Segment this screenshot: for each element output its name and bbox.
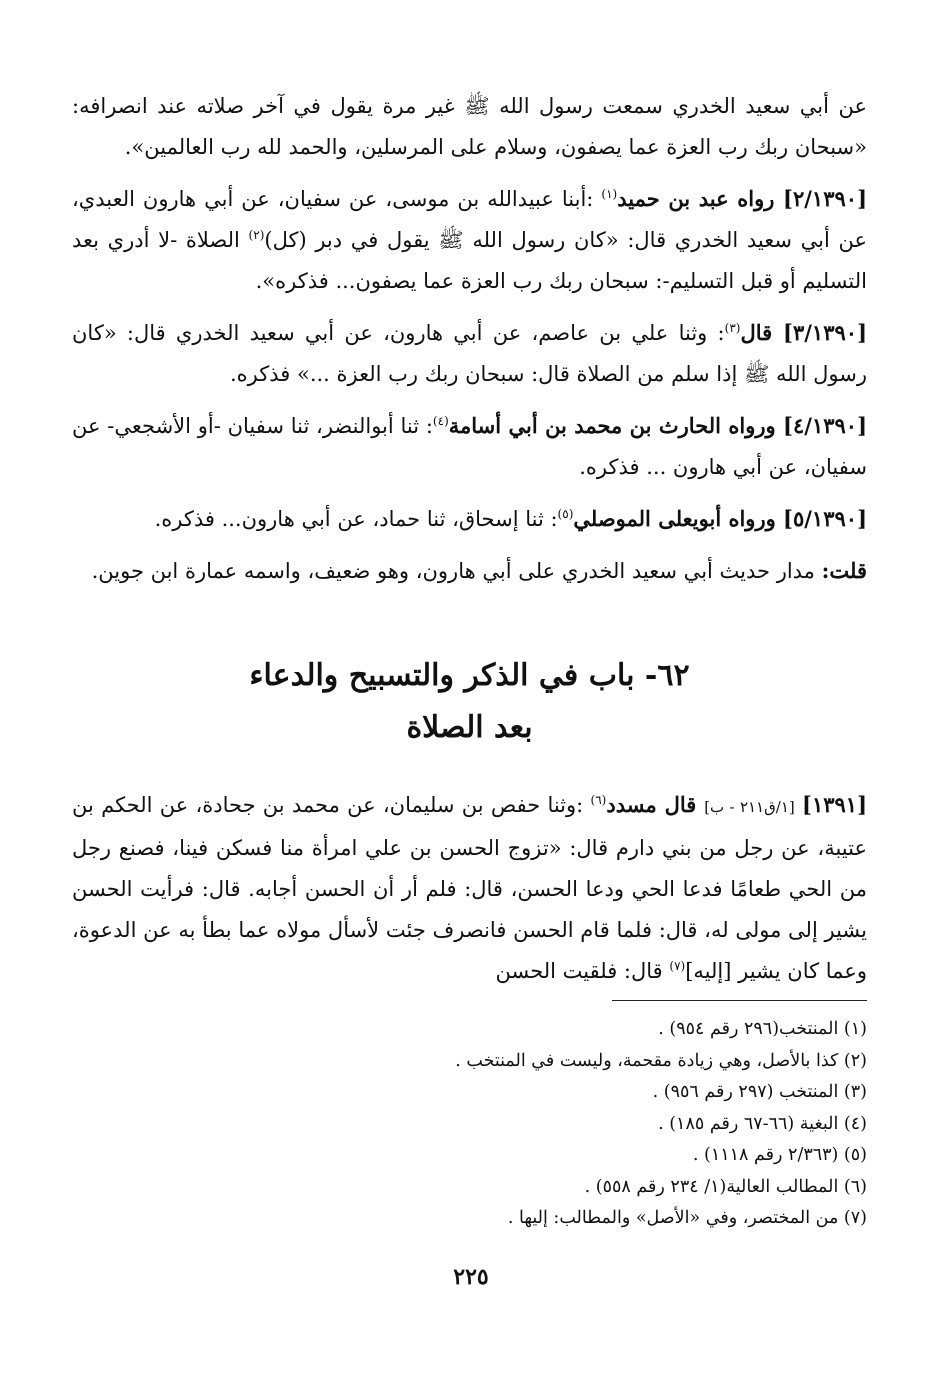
- paragraph-text: عن أبي سعيد الخدري سمعت رسول الله ﷺ غير مرة يقول في آخر صلاته عند انصرافه: «سبحان ربك رب العزة عما يصفون، وسلام على المرسلين، والحمد لله رب العالمين».: [72, 94, 867, 159]
- footnote-marker: (٦): [590, 793, 607, 807]
- footnote-separator: [612, 1000, 867, 1001]
- footnote-marker: (١): [601, 187, 618, 201]
- hadith-reference: [٥/١٣٩٠] ورواه أبويعلى الموصلي: [573, 506, 867, 531]
- folio-marker: [١/ق٢١١ - ب]: [704, 798, 795, 816]
- chapter-heading-line-1: ٦٢- باب في الذكر والتسبيح والدعاء: [249, 658, 690, 693]
- chapter-heading: [72, 650, 867, 754]
- hadith-reference: [٤/١٣٩٠] ورواه الحارث بن محمد بن أبي أسامة: [448, 413, 868, 438]
- paragraph-hadith-5-1390: [72, 498, 867, 540]
- footnote-marker: (٢): [248, 228, 265, 242]
- paragraph-intro: [72, 86, 867, 168]
- footnote-4: (٤) البغية (٦٦-٦٧ رقم ١٨٥) .: [658, 1113, 867, 1134]
- footnote-marker: (٧): [669, 959, 686, 973]
- paragraph-author-note: [72, 550, 867, 592]
- main-text-2: [72, 784, 867, 1002]
- footnotes: [72, 1014, 867, 1235]
- footnote-6: (٦) المطالب العالية(١/ ٢٣٤ رقم ٥٥٨) .: [584, 1176, 867, 1197]
- hadith-reference: [٢/١٣٩٠] رواه عبد بن حميد: [617, 186, 867, 211]
- hadith-reference: [٣/١٣٩٠] قال: [740, 320, 867, 345]
- paragraph-text: قال: فلقيت الحسن: [495, 959, 670, 983]
- note-label: قلت:: [821, 558, 867, 583]
- paragraph-text: : ثنا أبوالنضر، ثنا سفيان -أو الأشجعي- عن سفيان، عن أبي هارون ... فذكره.: [72, 414, 867, 479]
- main-text: [72, 86, 867, 602]
- footnote-5: (٥) (٢/٣٦٣ رقم ١١١٨) .: [692, 1145, 867, 1165]
- footnote-marker: (٤): [432, 414, 449, 428]
- paragraph-text: الصلاة -لا أدري بعد التسليم أو قبل التسليم-: سبحان ربك رب العزة عما يصفون... فذكره».: [72, 228, 867, 293]
- paragraph-hadith-4-1390: [72, 405, 867, 488]
- paragraph-hadith-2-1390: [72, 178, 867, 302]
- paragraph-text: :وثنا حفص بن سليمان، عن محمد بن جحادة، عن الحكم بن عتيبة، عن رجل من بني دارم قال: «تزوج الحسن بن علي امرأة منا فسكن فينا، فصنع رجل من الحي طعامًا فدعا الحي ودعا الحسن، قال: فلم أر أن الحسن أجابه. قال: فرأيت الحسن يشير إلى مولى له، قال: فلما قام الحسن فانصرف جئت لأسأل مولاه عما بطأ به عن الدعوة، وعما كان يشير [إليه]: [72, 793, 867, 983]
- footnote-2: (٢) كذا بالأصل، وهي زيادة مقحمة، وليست في المنتخب .: [455, 1050, 867, 1071]
- footnote-3: (٣) المنتخب (٢٩٧ رقم ٩٥٦) .: [652, 1082, 867, 1102]
- paragraph-hadith-1391: [72, 784, 867, 992]
- hadith-reference: [١٣٩١]: [802, 792, 867, 817]
- footnote-7: (٧) من المختصر، وفي «الأصل» والمطالب: إليها .: [507, 1208, 867, 1228]
- paragraph-hadith-3-1390: [72, 312, 867, 395]
- footnote-marker: (٥): [557, 507, 574, 521]
- footnote-1: (١) المنتخب(٢٩٦ رقم ٩٥٤) .: [658, 1019, 867, 1039]
- page-number: ٢٢٥: [453, 1264, 489, 1290]
- paragraph-text: مدار حديث أبي سعيد الخدري على أبي هارون، وهو ضعيف، واسمه عمارة ابن جوين.: [91, 559, 822, 583]
- paragraph-text: : ثنا إسحاق، ثنا حماد، عن أبي هارون... فذكره.: [154, 507, 558, 531]
- footnote-marker: (٣): [724, 321, 741, 335]
- paragraph-text: : وثنا علي بن عاصم، عن أبي هارون، عن أبي سعيد الخدري قال: «كان رسول الله ﷺ إذا سلم من الصلاة قال: سبحان ربك رب العزة ...» فذكره.: [72, 321, 867, 386]
- chapter-heading-line-2: بعد الصلاة: [406, 710, 533, 745]
- narrator-name: قال مسدد: [606, 792, 705, 817]
- paragraph-text: :أبنا عبيدالله بن موسى، عن سفيان، عن أبي هارون العبدي، عن أبي سعيد الخدري قال: «كان رسول الله ﷺ يقول في دبر (كل): [72, 187, 868, 252]
